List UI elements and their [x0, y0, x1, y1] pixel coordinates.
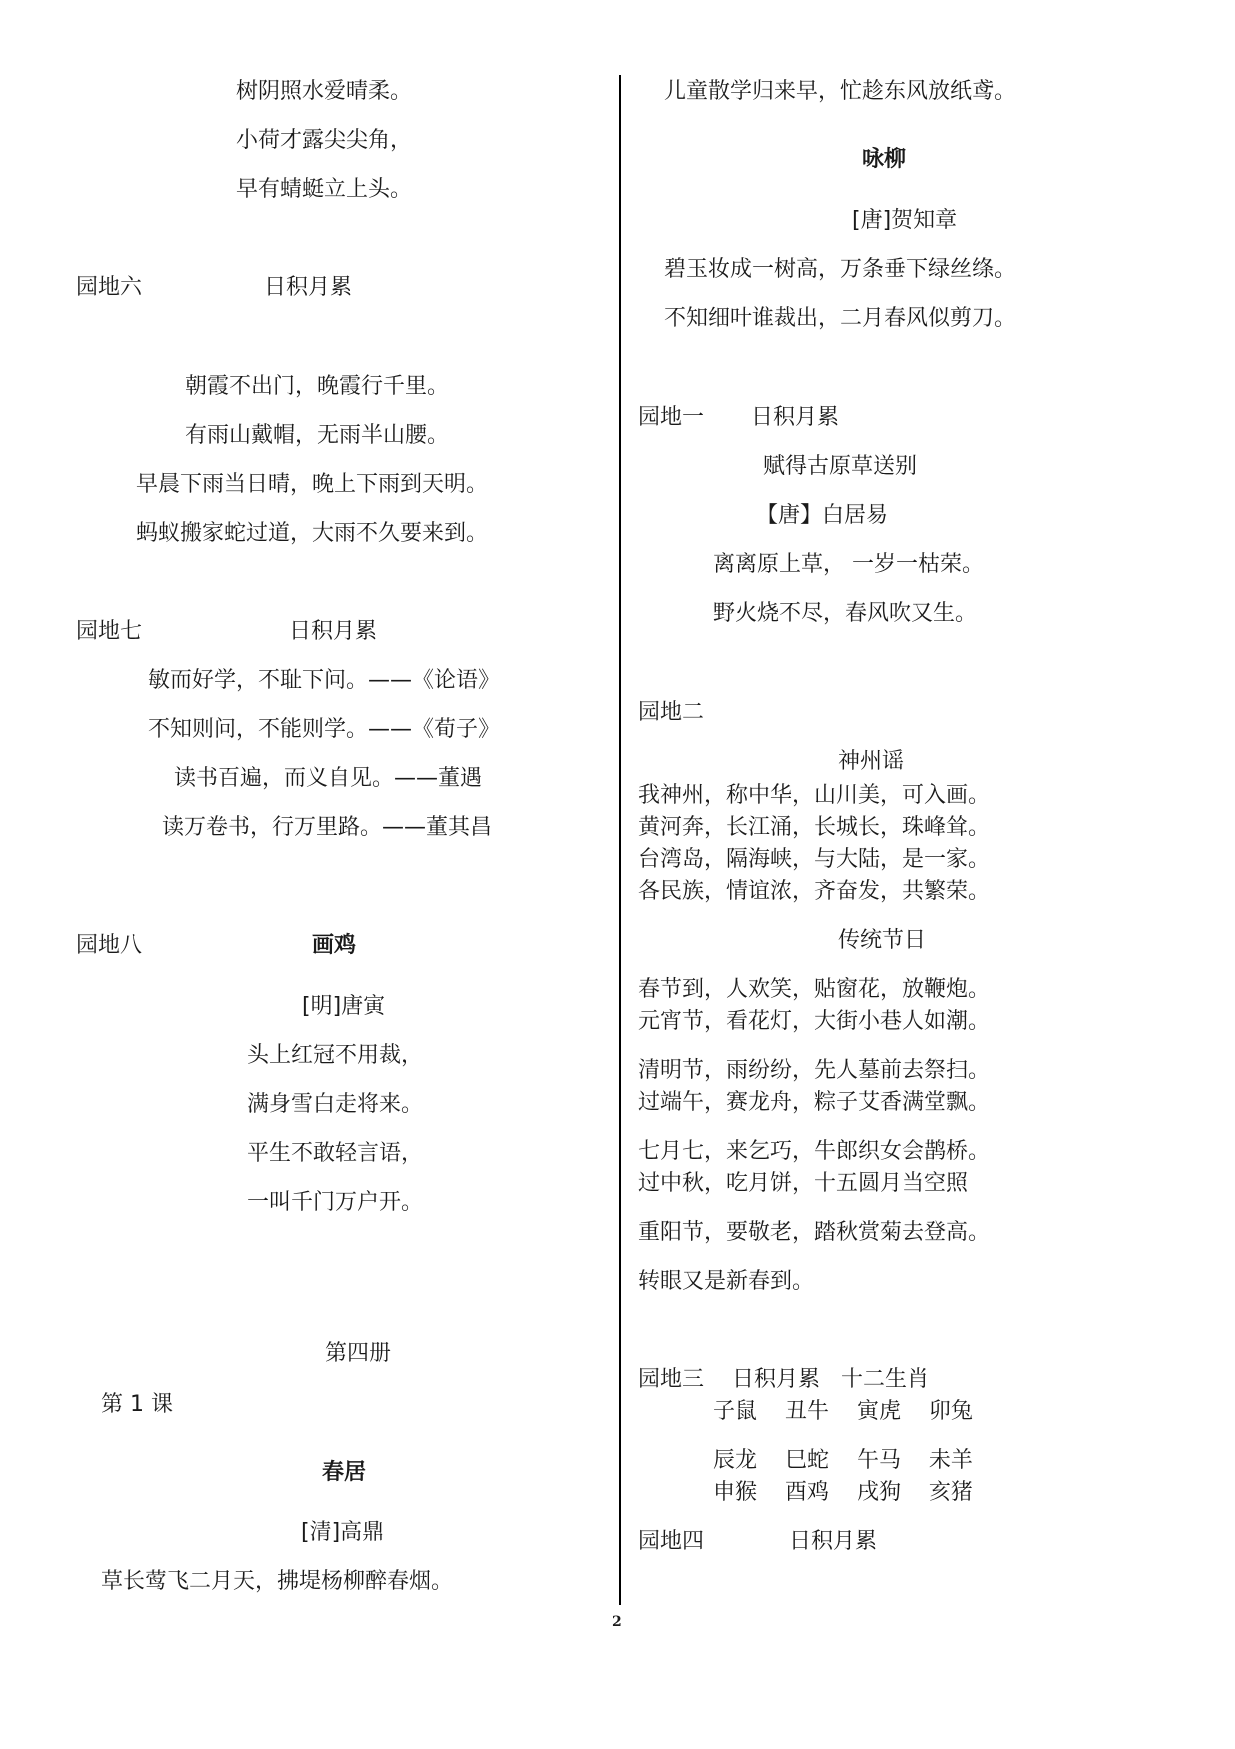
poem-title: 赋得古原草送别 [763, 454, 918, 479]
poem-line: 草长莺飞二月天，拂堤杨柳醉春烟。 [101, 1569, 454, 1594]
rhyme-title: 神州谣 [838, 749, 905, 774]
rhyme-line: 黄河奔，长江涌，长城长，珠峰耸。 [638, 815, 991, 840]
book-title: 第四册 [325, 1341, 392, 1366]
proverb-line: 朝霞不出门，晚霞行千里。 [185, 374, 450, 399]
poem-line: 满身雪白走将来。 [247, 1092, 424, 1117]
proverb-line: 有雨山戴帽，无雨半山腰。 [185, 423, 450, 448]
rhyme-line: 台湾岛，隔海峡，与大陆，是一家。 [638, 847, 991, 872]
festival-line: 转眼又是新春到。 [638, 1269, 815, 1294]
proverb-line: 蚂蚁搬家蛇过道，大雨不久要来到。 [136, 521, 489, 546]
poem-author: [清]高鼎 [301, 1520, 385, 1545]
rhyme-line: 我神州，称中华，山川美，可入画。 [638, 783, 991, 808]
poem-line: 头上红冠不用裁， [247, 1043, 424, 1068]
quote-line: 不知则问，不能则学。——《荀子》 [148, 717, 501, 742]
page-number: 2 [612, 1614, 622, 1630]
poem-line: 树阴照水爱晴柔。 [236, 79, 413, 104]
section-label: 园地六 [76, 275, 143, 300]
poem-line: 儿童散学归来早，忙趁东风放纸鸢。 [664, 79, 1017, 104]
section-title: 日积月累 [789, 1529, 878, 1554]
poem-author: 【唐】白居易 [756, 503, 889, 528]
rhyme-line: 各民族，情谊浓，齐奋发，共繁荣。 [638, 879, 991, 904]
section-title: 日积月累 [751, 405, 840, 430]
poem-line: 平生不敢轻言语， [247, 1141, 424, 1166]
zodiac-row: 申猴 酉鸡 戌狗 亥猪 [713, 1480, 973, 1505]
section-label: 园地一 [638, 405, 705, 430]
poem-author: [明]唐寅 [302, 994, 386, 1019]
quote-line: 敏而好学，不耻下问。——《论语》 [148, 668, 501, 693]
zodiac-row: 辰龙 巳蛇 午马 未羊 [713, 1448, 973, 1473]
rhyme-title: 传统节日 [838, 928, 927, 953]
festival-line: 过中秋，吃月饼，十五圆月当空照 [638, 1171, 969, 1196]
proverb-line: 早晨下雨当日晴，晚上下雨到天明。 [136, 472, 489, 497]
section-label: 园地七 [76, 619, 143, 644]
festival-line: 春节到，人欢笑，贴窗花，放鞭炮。 [638, 977, 991, 1002]
festival-line: 元宵节，看花灯，大街小巷人如潮。 [638, 1009, 991, 1034]
section-title: 日积月累 [264, 275, 353, 300]
poem-title: 咏柳 [862, 147, 907, 172]
poem-line: 野火烧不尽，春风吹又生。 [713, 601, 978, 626]
poem-line: 离离原上草， 一岁一枯荣。 [713, 552, 984, 577]
quote-line: 读书百遍，而义自见。——董遇 [174, 766, 483, 791]
quote-line: 读万卷书，行万里路。——董其昌 [162, 815, 493, 840]
festival-line: 清明节，雨纷纷，先人墓前去祭扫。 [638, 1058, 991, 1083]
poem-title: 画鸡 [312, 933, 357, 958]
column-divider [619, 75, 621, 1605]
poem-line: 一叫千门万户开。 [247, 1190, 424, 1215]
section-label: 园地八 [76, 933, 143, 958]
section-label: 园地二 [638, 700, 705, 725]
section-title: 日积月累 [289, 619, 378, 644]
festival-line: 重阳节，要敬老，踏秋赏菊去登高。 [638, 1220, 991, 1245]
lesson-label: 第 1 课 [101, 1392, 173, 1417]
section-header: 园地三 日积月累 十二生肖 [638, 1367, 929, 1392]
poem-line: 小荷才露尖尖角， [236, 128, 413, 153]
poem-author: [唐]贺知章 [852, 208, 958, 233]
festival-line: 七月七，来乞巧，牛郎织女会鹊桥。 [638, 1139, 991, 1164]
poem-title: 春居 [322, 1460, 367, 1485]
festival-line: 过端午，赛龙舟，粽子艾香满堂飘。 [638, 1090, 991, 1115]
poem-line: 不知细叶谁裁出，二月春风似剪刀。 [664, 306, 1017, 331]
zodiac-row: 子鼠 丑牛 寅虎 卯兔 [713, 1399, 973, 1424]
poem-line: 碧玉妆成一树高，万条垂下绿丝绦。 [664, 257, 1017, 282]
poem-line: 早有蜻蜓立上头。 [236, 177, 413, 202]
section-label: 园地四 [638, 1529, 705, 1554]
